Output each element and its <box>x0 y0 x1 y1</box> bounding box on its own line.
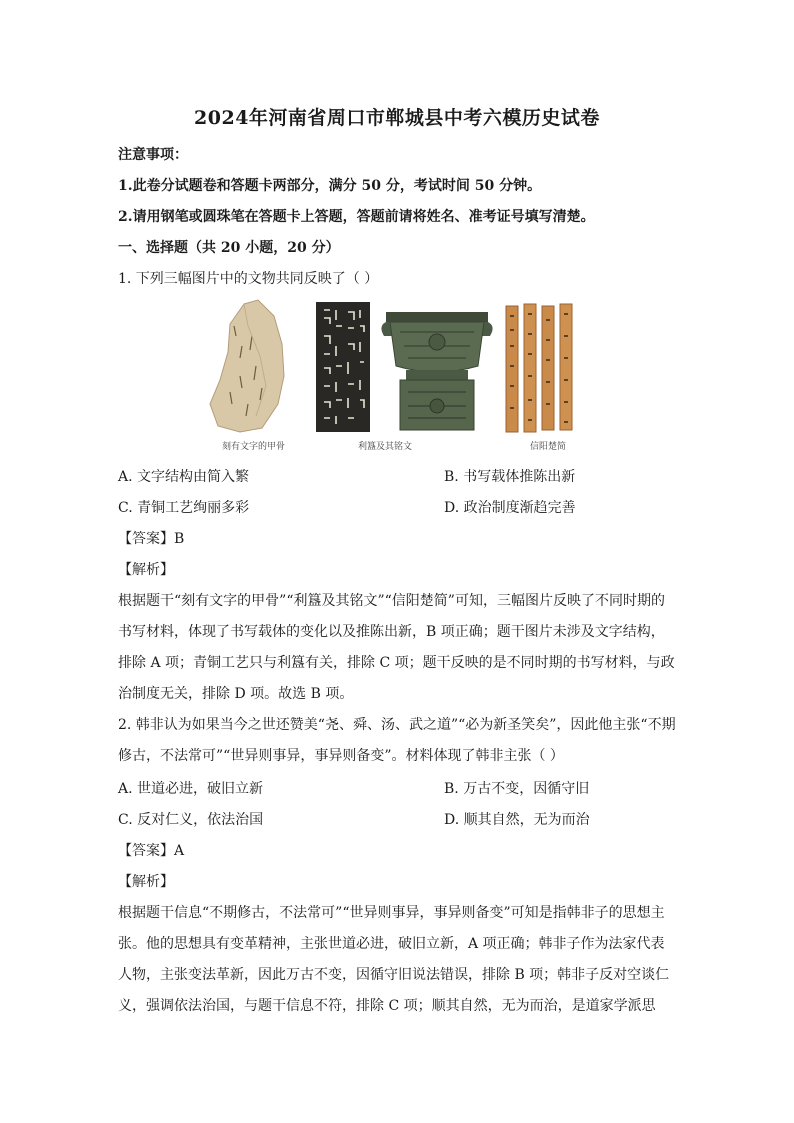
caption-oracle-bone: 刻有文字的甲骨 <box>222 442 286 452</box>
notice-heading: 注意事项： <box>118 147 188 163</box>
q2-option-c: C. 反对仁义，依法治国 <box>118 812 264 828</box>
section-heading: 一、选择题（共 20 小题，20 分） <box>118 240 340 256</box>
q2-analysis <box>118 898 678 1022</box>
q2-option-d: D. 顺其自然，无为而治 <box>444 812 590 828</box>
q2-option-a: A. 世道必进，破旧立新 <box>118 781 264 797</box>
q1-option-a: A. 文字结构由简入繁 <box>118 469 250 485</box>
q1-answer: 【答案】B <box>118 531 185 547</box>
q1-stem: 1. 下列三幅图片中的文物共同反映了（ ） <box>118 271 379 287</box>
caption-bamboo-slips: 信阳楚简 <box>530 442 567 452</box>
q2-analysis-line: 张。他的思想具有变革精神，主张世道必进，破旧立新，A 项正确；韩非子作为法家代表 <box>118 936 665 952</box>
q1-analysis-line: 书写材料，体现了书写载体的变化以及推陈出新，B 项正确；题干图片未涉及文字结构， <box>118 624 665 640</box>
q2-analysis-line: 义，强调依法治国，与题干信息不符，排除 C 项；顺其自然，无为而治，是道家学派思 <box>118 998 656 1014</box>
q2-stem <box>118 710 678 772</box>
q2-option-b: B. 万古不变，因循守旧 <box>444 781 590 797</box>
q1-option-c: C. 青铜工艺绚丽多彩 <box>118 500 250 516</box>
q2-stem-line: 修古，不法常可”“世异则事异，事异则备变”。材料体现了韩非主张（ ） <box>118 748 564 764</box>
q1-analysis-line: 治制度无关，排除 D 项。故选 B 项。 <box>118 686 354 702</box>
q1-option-b: B. 书写载体推陈出新 <box>444 469 576 485</box>
q1-analysis-heading: 【解析】 <box>118 562 174 578</box>
bronze-vessel-image <box>381 312 492 430</box>
oracle-bone-image <box>210 300 284 432</box>
caption-li-gui: 利簋及其铭文 <box>358 442 413 452</box>
q2-analysis-line: 人物，主张变法革新，因此万古不变，因循守旧说法错误，排除 B 项；韩非子反对空谈仁 <box>118 967 670 983</box>
notice-item-1: 1.此卷分试题卷和答题卡两部分，满分 50 分，考试时间 50 分钟。 <box>118 178 542 194</box>
notice-item-2: 2.请用钢笔或圆珠笔在答题卡上答题，答题前请将姓名、准考证号填写清楚。 <box>118 209 595 225</box>
q2-analysis-heading: 【解析】 <box>118 874 174 890</box>
q1-analysis-line: 根据题干“刻有文字的甲骨”“利簋及其铭文”“信阳楚简”可知，三幅图片反映了不同时期的 <box>118 593 665 609</box>
q2-analysis-line: 根据题干信息“不期修古，不法常可”“世异则事异，事异则备变”可知是指韩非子的思想主 <box>118 905 665 921</box>
page-title: 2024年河南省周口市郸城县中考六模历史试卷 <box>194 107 600 129</box>
bamboo-slips-image <box>506 304 572 432</box>
artifacts-illustration <box>200 296 600 436</box>
q1-option-d: D. 政治制度渐趋完善 <box>444 500 576 516</box>
q1-analysis <box>118 586 678 710</box>
inscription-rubbing-image <box>316 302 370 432</box>
q1-analysis-line: 排除 A 项；青铜工艺只与利簋有关，排除 C 项；题干反映的是不同时期的书写材料，与政 <box>118 655 675 671</box>
q2-stem-line: 2. 韩非认为如果当今之世还赞美“尧、舜、汤、武之道”“必为新圣笑矣”，因此他主张“不期 <box>118 717 676 733</box>
q2-answer: 【答案】A <box>118 843 185 859</box>
q1-figure <box>200 296 600 458</box>
